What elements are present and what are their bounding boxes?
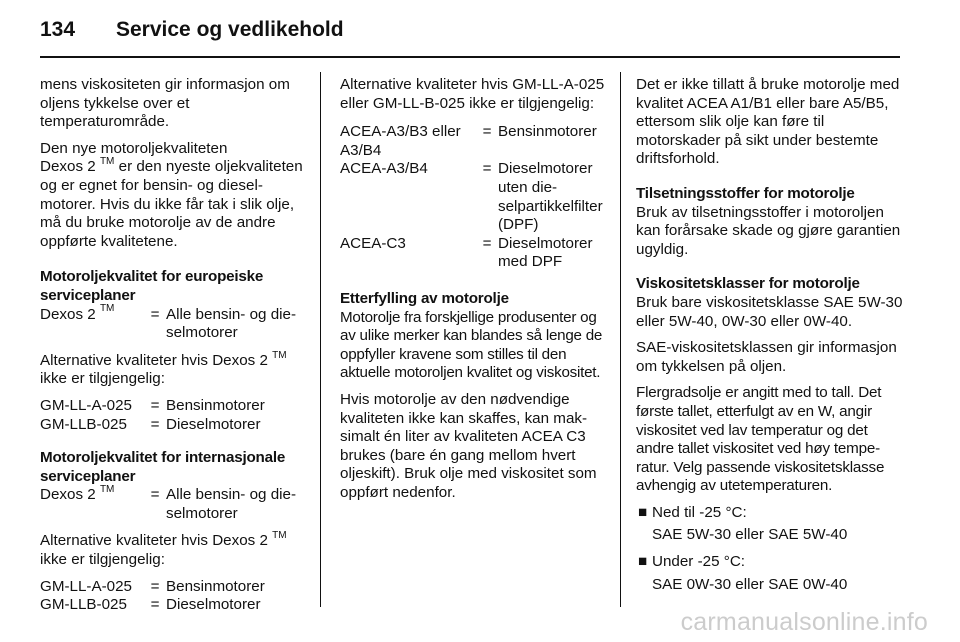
column-3 — [636, 76, 904, 602]
list-item: ■ Under -25 °C: — [638, 553, 746, 571]
list-item-value: SAE 0W-30 eller SAE 0W-40 — [652, 575, 848, 593]
list-item-value: SAE 5W-30 eller SAE 5W-40 — [652, 526, 848, 544]
spec-row: GM-LL-A-025 = Bensinmotorer — [40, 396, 265, 414]
column-divider-2 — [620, 72, 621, 607]
page-number: 134 — [40, 18, 76, 41]
page-title: Service og vedlikehold — [116, 18, 344, 41]
bullet-icon: ■ — [638, 503, 648, 521]
page-header — [40, 18, 344, 48]
spec-row: ACEA-C3 = Dieselmotorer med DPF — [340, 234, 593, 271]
paragraph: Hvis motorolje av den nødvendige kvaliteten ikke kan skaffes, kan maksimalt én liter av kvaliteten ACEA C3 brukes (bare én gang mellom hvert oljeskift). Bruk olje med viskositet som oppført nedenfor. — [340, 390, 597, 501]
bullet-icon: ■ — [638, 553, 648, 571]
spec-row: Dexos 2 ™ = Alle bensin- og dieselmotorer — [40, 484, 297, 522]
paragraph-dexos: Den nye motoroljekvaliteten Dexos 2 ™ er den nyeste oljekvaliteten og er egnet for bensin- og dieselmotorer. Hvis du ikke får tak i slik olje, må du bruke motorolje av de andre oppførte kvalitetene. — [40, 139, 303, 250]
paragraph: mens viskositeten gir informasjon om oljens tykkelse over et temperaturområde. — [40, 76, 290, 131]
spec-row: GM-LLB-025 = Dieselmotorer — [40, 415, 261, 433]
section-heading: Motoroljekvalitet for europeiske serviceplaner — [40, 268, 264, 304]
paragraph: Bruk bare viskositetsklasse SAE 5W-30 eller 5W-40, 0W-30 eller 0W-40. — [636, 293, 903, 330]
paragraph: Flergradsolje er angitt med to tall. Det første tallet, etterfulgt av en W, angir viskositet ved lav temperatur og det andre tallet viskositet ved høy temperatur. Velg passende viskositetsklasse avhengig av utetemperaturen. — [636, 384, 885, 495]
paragraph: Alternative kvaliteter hvis Dexos 2 ™ ikke er tilgjengelig: — [40, 530, 287, 569]
spec-row: ACEA-A3/B4 = Dieselmotorer uten dieselpartikkelfilter (DPF) — [340, 160, 603, 234]
column-divider-1 — [320, 72, 321, 607]
header-divider — [40, 56, 900, 58]
section-heading: Etterfylling av motorolje — [340, 289, 509, 307]
column-2 — [340, 76, 606, 510]
spec-row: GM-LLB-025 = Dieselmotorer — [40, 596, 261, 614]
paragraph: Bruk av tilsetningsstoffer i motoroljen kan forårsake skade og gjøre garantien ugyldig. — [636, 203, 901, 258]
paragraph: SAE-viskositetsklassen gir informasjon om tykkelsen på oljen. — [636, 339, 897, 375]
paragraph: Det er ikke tillatt å bruke motorolje med kvalitet ACEA A1/B1 eller bare A5/B5, ettersom slik olje kan føre til motorskader på sikt under bestemte driftsforhold. — [636, 76, 900, 168]
column-1 — [40, 76, 308, 615]
list-item: ■ Ned til -25 °C: — [638, 503, 747, 521]
spec-row: ACEA-A3/B3 eller A3/B4 = Bensinmotorer — [340, 123, 597, 159]
spec-row: Dexos 2 ™ = Alle bensin- og dieselmotorer — [40, 303, 297, 342]
section-heading: Tilsetningsstoffer for motorolje — [636, 184, 855, 202]
paragraph: Alternative kvaliteter hvis Dexos 2 ™ ikke er tilgjengelig: — [40, 349, 287, 388]
paragraph: Alternative kvaliteter hvis GM-LL-A-025 eller GM-LL-B-025 ikke er tilgjengelig: — [340, 76, 605, 112]
trademark-mark: TM — [99, 156, 115, 168]
paragraph: Motorolje fra forskjellige produsenter og av ulike merker kan blandes så lenge de oppfyller kravene som stilles til den aktuelle motoroljen kvalitet og viskositet. — [340, 308, 603, 382]
watermark: carmanualsonline.info — [680, 608, 928, 636]
section-heading: Viskositetsklasser for motorolje — [636, 275, 860, 293]
spec-row: GM-LL-A-025 = Bensinmotorer — [40, 577, 265, 595]
section-heading: Motoroljekvalitet for internasjonale serviceplaner — [40, 449, 286, 485]
